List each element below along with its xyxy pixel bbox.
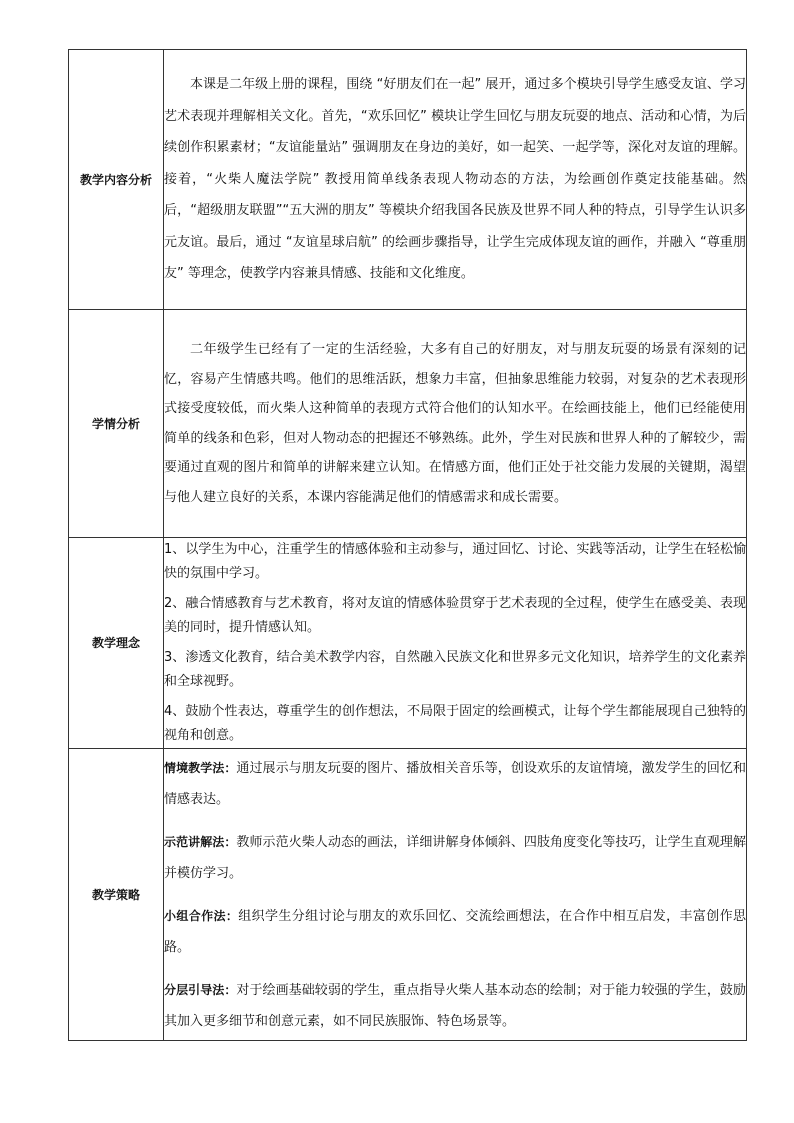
- list-item: 1、以学生为中心，注重学生的情感体验和主动参与，通过回忆、讨论、实践等活动，让学生在轻松愉快的氛围中学习。: [164, 542, 746, 581]
- strategy-title: 情境教学法：: [164, 760, 237, 775]
- row-label: 教学理念: [69, 538, 164, 749]
- strategy-title: 分层引导法：: [164, 982, 237, 997]
- list-item: [164, 901, 746, 963]
- list-item: [164, 827, 746, 889]
- strategy-text: 通过展示与朋友玩耍的图片、播放相关音乐等，创设欢乐的友谊情境，激发学生的回忆和情感表达。: [164, 760, 746, 807]
- strategy-title: 示范讲解法：: [164, 834, 237, 849]
- paragraph: 二年级学生已经有了一定的生活经验，大多有自己的好朋友，对与朋友玩耍的场景有深刻的记忆，容易产生情感共鸣。他们的思维活跃，想象力丰富，但抽象思维能力较弱，对复杂的艺术表现形式接受度较低，而火柴人这种简单的表现方式符合他们的认知水平。在绘画技能上，他们已经能使用简单的线条和色彩，但对人物动态的把握还不够熟练。此外，学生对民族和世界人种的了解较少，需要通过直观的图片和简单的讲解来建立认知。在情感方面，他们正处于社交能力发展的关键期，渴望与他人建立良好的关系，本课内容能满足他们的情感需求和成长需要。: [164, 342, 746, 505]
- row-teaching-philosophy: [69, 538, 747, 749]
- row-content: [164, 538, 747, 749]
- list-item: 3、渗透文化教育，结合美术教学内容，自然融入民族文化和世界多元文化知识，培养学生的文化素养和全球视野。: [164, 650, 746, 689]
- row-label: 教学内容分析: [69, 50, 164, 310]
- list-item: [164, 975, 746, 1037]
- row-label: 学情分析: [69, 310, 164, 538]
- lesson-plan-table: [68, 49, 747, 1041]
- strategy-text: 对于绘画基础较弱的学生，重点指导火柴人基本动态的绘制；对于能力较强的学生，鼓励其加入更多细节和创意元素，如不同民族服饰、特色场景等。: [164, 982, 746, 1029]
- row-label: 教学策略: [69, 749, 164, 1041]
- list-item: 2、融合情感教育与艺术教育，将对友谊的情感体验贯穿于艺术表现的全过程，使学生在感受美、表现美的同时，提升情感认知。: [164, 596, 746, 635]
- row-teaching-strategy: [69, 749, 747, 1041]
- paragraph: 本课是二年级上册的课程，围绕 “好朋友们在一起” 展开，通过多个模块引导学生感受友谊、学习艺术表现并理解相关文化。首先，“欢乐回忆” 模块让学生回忆与朋友玩耍的地点、活动和心情，为后续创作积累素材；“友谊能量站” 强调朋友在身边的美好，如一起笑、一起学等，深化对友谊的理解。接着，“火柴人魔法学院” 教授用简单线条表现人物动态的方法，为绘画创作奠定技能基础。然后，“超级朋友联盟”“五大洲的朋友” 等模块介绍我国各民族及世界不同人种的特点，引导学生认识多元友谊。最后，通过 “友谊星球启航” 的绘画步骤指导，让学生完成体现友谊的画作，并融入 “尊重朋友” 等理念，使教学内容兼具情感、技能和文化维度。: [164, 77, 746, 282]
- list-item: 4、鼓励个性表达，尊重学生的创作想法，不局限于固定的绘画模式，让每个学生都能展现自己独特的视角和创意。: [164, 704, 746, 743]
- row-content: [164, 749, 747, 1041]
- row-content: [164, 50, 747, 310]
- row-content: [164, 310, 747, 538]
- strategy-title: 小组合作法：: [164, 908, 239, 923]
- row-learner-analysis: [69, 310, 747, 538]
- row-content-analysis: [69, 50, 747, 310]
- strategy-text: 教师示范火柴人动态的画法，详细讲解身体倾斜、四肢角度变化等技巧，让学生直观理解并模仿学习。: [164, 834, 746, 881]
- list-item: [164, 753, 746, 815]
- strategy-text: 组织学生分组讨论与朋友的欢乐回忆、交流绘画想法，在合作中相互启发，丰富创作思路。: [164, 908, 746, 955]
